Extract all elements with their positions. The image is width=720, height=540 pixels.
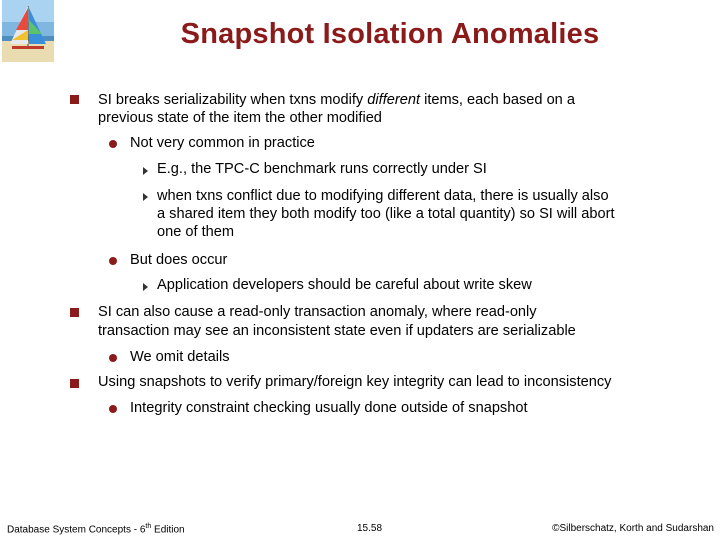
triangle-bullet-icon — [143, 193, 148, 201]
bullet-1-1-text: Not very common in practice — [130, 135, 315, 151]
round-bullet-icon — [109, 257, 117, 265]
sailboat-logo — [2, 0, 54, 62]
bullet-1-1-1-text: E.g., the TPC-C benchmark runs correctly under SI — [157, 161, 487, 177]
bullet-1-2-1-text: Application developers should be careful about write skew — [157, 277, 532, 293]
bullet-1-emphasis: different — [367, 92, 421, 108]
round-bullet-icon — [109, 405, 117, 413]
bullet-2-line-1: SI can also cause a read-only transaction anomaly, where read-only — [98, 304, 537, 320]
bullet-1-line-2: previous state of the item the other modified — [98, 110, 382, 126]
bullet-1-pre: SI breaks serializability when txns modify — [98, 92, 368, 108]
footer-left-pre: Database System Concepts - 6 — [7, 524, 146, 536]
round-bullet-icon — [109, 354, 117, 362]
bullet-1-1-2-line-2: a shared item they both modify too (like a total quantity) so SI will abort — [157, 206, 615, 222]
bullet-3-1-text: Integrity constraint checking usually done outside of snapshot — [130, 400, 528, 416]
slide-title: Snapshot Isolation Anomalies — [180, 18, 600, 50]
footer-left — [7, 523, 185, 535]
bullet-2-line-2: transaction may see an inconsistent state even if updaters are serializable — [98, 323, 576, 339]
square-bullet-icon — [70, 379, 79, 388]
footer-left-post: Edition — [151, 524, 185, 536]
triangle-bullet-icon — [143, 167, 148, 175]
bullet-1-text — [98, 91, 575, 109]
square-bullet-icon — [70, 95, 79, 104]
bullet-1-post: items, each based on a — [420, 92, 575, 108]
sailboat-beach-icon — [2, 0, 54, 62]
footer-left-sup: th — [145, 523, 152, 530]
triangle-bullet-icon — [143, 283, 148, 291]
bullet-3-text: Using snapshots to verify primary/foreign key integrity can lead to inconsistency — [98, 374, 612, 390]
footer-page-number: 15.58 — [357, 523, 383, 534]
bullet-1-1-2-line-1: when txns conflict due to modifying different data, there is usually also — [157, 188, 609, 204]
round-bullet-icon — [109, 140, 117, 148]
footer-copyright: ©Silberschatz, Korth and Sudarshan — [552, 523, 714, 534]
bullet-2-1-text: We omit details — [130, 349, 230, 365]
square-bullet-icon — [70, 308, 79, 317]
bullet-1-1-2-line-3: one of them — [157, 224, 235, 240]
bullet-1-2-text: But does occur — [130, 252, 228, 268]
